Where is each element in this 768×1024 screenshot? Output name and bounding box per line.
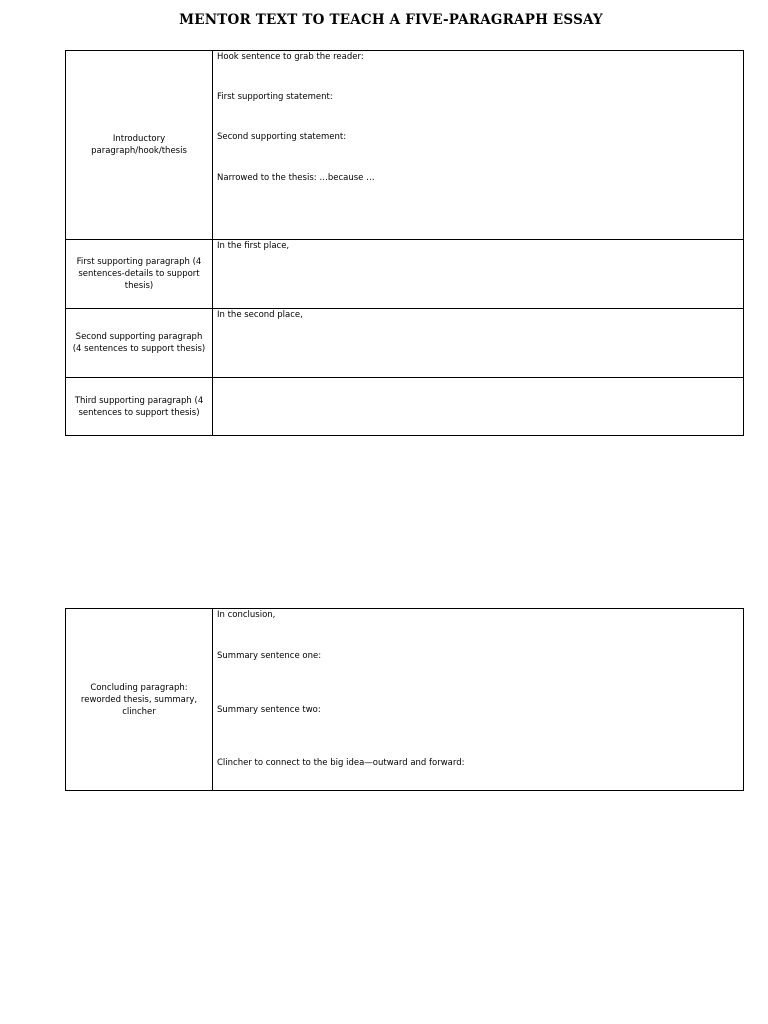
table-row-third-supporting <box>66 378 744 436</box>
prompt-second-supporting: Second supporting statement: <box>217 132 347 142</box>
prompt-second-place: In the second place, <box>217 310 303 320</box>
row-label-cell <box>66 240 213 309</box>
row-label-cell <box>66 309 213 378</box>
row-label: Introductory paragraph/hook/thesis <box>91 134 187 156</box>
writing-cell-third-supporting[interactable] <box>213 378 744 436</box>
row-label: Second supporting paragraph (4 sentences to support thesis) <box>72 332 206 354</box>
prompt-thesis: Narrowed to the thesis: …because … <box>217 173 375 183</box>
row-label: Concluding paragraph: reworded thesis, summary, clincher <box>80 682 198 717</box>
row-label: First supporting paragraph (4 sentences-details to support thesis) <box>76 257 202 291</box>
row-label-cell <box>66 51 213 240</box>
essay-body-table <box>65 50 744 436</box>
writing-cell-introductory[interactable] <box>213 51 744 240</box>
prompt-clincher: Clincher to connect to the big idea—outward and forward: <box>217 758 465 768</box>
table-row-introductory <box>66 51 744 240</box>
table-row-second-supporting <box>66 309 744 378</box>
prompt-in-conclusion: In conclusion, <box>217 610 276 620</box>
conclusion-table <box>65 608 744 791</box>
prompt-first-supporting: First supporting statement: <box>217 92 333 102</box>
row-label: Third supporting paragraph (4 sentences to support thesis) <box>74 395 204 418</box>
prompt-first-place: In the first place, <box>217 241 290 251</box>
writing-cell-concluding[interactable] <box>213 609 744 791</box>
writing-cell-first-supporting[interactable] <box>213 240 744 309</box>
table-row-concluding <box>66 609 744 791</box>
document-title: MENTOR TEXT TO TEACH A FIVE-PARAGRAPH ESSAY <box>179 12 603 28</box>
table-row-first-supporting <box>66 240 744 309</box>
prompt-summary-two: Summary sentence two: <box>217 705 321 715</box>
prompt-summary-one: Summary sentence one: <box>217 651 322 661</box>
prompt-hook: Hook sentence to grab the reader: <box>217 52 364 62</box>
row-label-cell <box>66 609 213 791</box>
writing-cell-second-supporting[interactable] <box>213 309 744 378</box>
row-label-cell <box>66 378 213 436</box>
